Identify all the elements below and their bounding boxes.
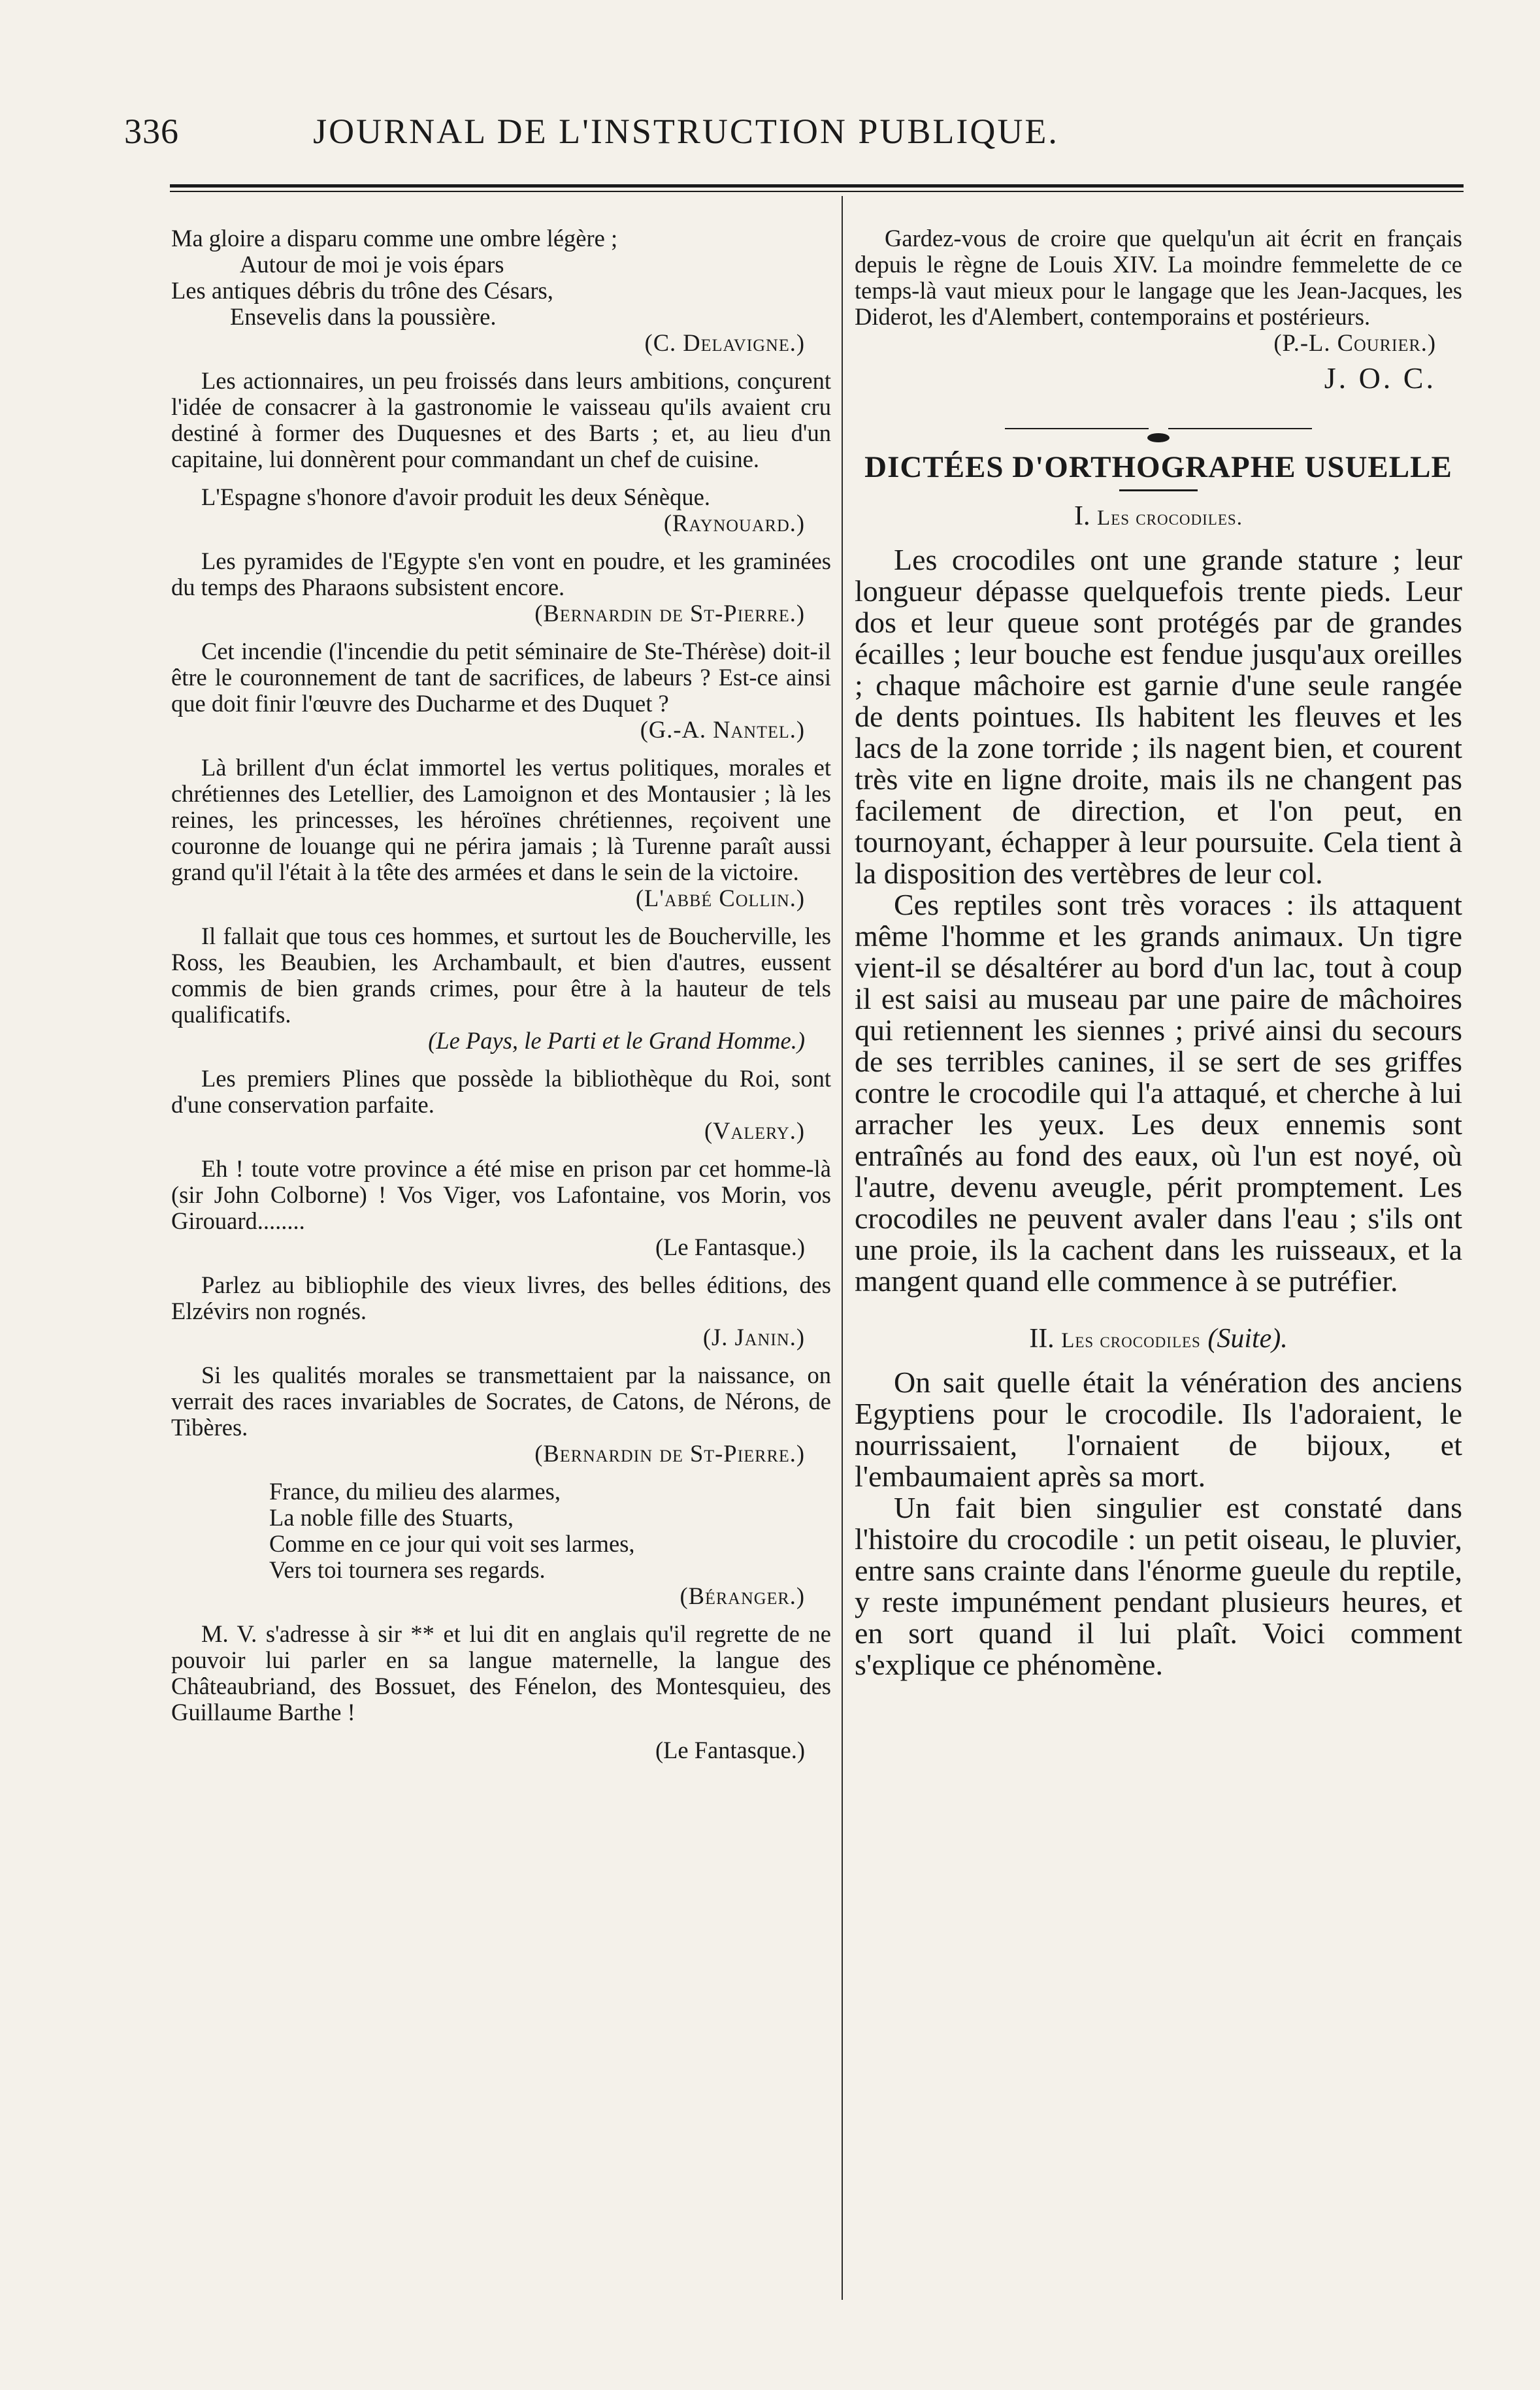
dictation-text (855, 1367, 1462, 1680)
ornament-divider (855, 421, 1462, 434)
attribution: (C. Delavigne.) (644, 329, 805, 356)
quote-paragraph: L'Espagne s'honore d'avoir produit les deux Sénèque. (201, 483, 710, 510)
subsection-number: II. (1029, 1324, 1055, 1354)
attribution: (G.-A. Nantel.) (640, 716, 805, 743)
section-title: DICTÉES D'ORTHOGRAPHE USUELLE (864, 450, 1452, 484)
right-column (855, 225, 1462, 1680)
dictation-paragraph: Ces reptiles sont très voraces : ils attaquent même l'homme et les grands animaux. Un tigre vient-il se désaltérer au bord d'un lac, tout à coup il est saisi au museau par une paire de mâchoires qui retiennent les siennes ; privé ainsi du secours de ses terribles canines, il se sert de ses griffes contre le crocodile qui l'a attaqué, et cherche à lui arracher les yeux. Les deux ennemis sont entraînés au fond des eaux, où l'un est noyé, où l'autre, devenu aveugle, périt promptement. Les crocodiles ne peuvent avaler dans l'eau ; s'ils ont une proie, ils la cachent dans les ruisseaux, et la mangent quand elle commence à se putréfier. (855, 888, 1462, 1298)
poem-line: Ma gloire a disparu comme une ombre légère ; (171, 225, 618, 252)
page-header (124, 111, 1248, 157)
quote-paragraph: Cet incendie (l'incendie du petit séminaire de Ste-Thérèse) doit-il être le couronnement de tant de sacrifices, de labeurs ? Est-ce ainsi que doit finir l'œuvre des Ducharme et des Duquet ? (171, 638, 831, 717)
quote-paragraph: Les pyramides de l'Egypte s'en vont en poudre, et les graminées du temps des Pharaons subsistent encore. (171, 548, 831, 600)
quote-paragraph: Eh ! toute votre province a été mise en prison par cet homme-là (sir John Colborne) ! Vos Viger, vos Lafontaine, vos Morin, vos Girouard........ (171, 1155, 831, 1234)
subsection-title-1 (855, 503, 1462, 531)
poem-line: Vers toi tournera ses regards. (269, 1556, 546, 1583)
subsection-suffix: (Suite). (1207, 1324, 1288, 1354)
attribution: (Bernardin de St-Pierre.) (534, 1440, 805, 1467)
dictation-paragraph: Les crocodiles ont une grande stature ; leur longueur dépasse quelquefois trente pieds. Leur dos et leur queue sont protégés par de grandes écailles ; leur bouche est fendue jusqu'aux oreilles ; chaque mâchoire est garnie d'une seule rangée de dents pointues. Ils habitent les fleuves et les lacs de la zone torride ; ils nagent bien, et courent très vite en ligne droite, mais ils ne changent pas facilement de direction, et l'on peut, en tournoyant, échapper à leur poursuite. Cela tient à la disposition des vertèbres de leur col. (855, 543, 1462, 890)
page-number: 336 (124, 112, 179, 151)
quote-paragraph: M. V. s'adresse à sir ** et lui dit en anglais qu'il regrette de ne pouvoir lui parler en sa langue maternelle, la langue des Châteaubriand, des Bossuet, des Fénelon, des Montesquieu, des Guillaume Barthe ! (171, 1620, 831, 1726)
poem-line: La noble fille des Stuarts, (269, 1504, 514, 1531)
editor-signature: J. O. C. (1324, 361, 1436, 395)
attribution: (P.-L. Courier.) (1273, 329, 1436, 356)
column-divider (842, 196, 843, 2300)
quote-paragraph: Parlez au bibliophile des vieux livres, des belles éditions, des Elzévirs non rognés. (171, 1271, 831, 1324)
subsection-label: Les crocodiles. (1097, 506, 1243, 530)
attribution: (Béranger.) (680, 1582, 805, 1609)
attribution: (Le Fantasque.) (655, 1737, 805, 1763)
quote-paragraph: Là brillent d'un éclat immortel les vertus politiques, morales et chrétiennes des Letellier, des Lamoignon et des Montausier ; là les reines, les princesses, les héroïnes chrétiennes, reçoivent une couronne de louange qui ne périra jamais ; là Turenne paraît aussi grand qu'il l'était à la tête des armées et dans le sein de la victoire. (171, 754, 831, 885)
dictation-text (855, 544, 1462, 1297)
attribution: (Le Fantasque.) (655, 1234, 805, 1260)
poem-line: Autour de moi je vois épars (240, 251, 504, 278)
journal-title: JOURNAL DE L'INSTRUCTION PUBLIQUE. (313, 112, 1059, 151)
subsection-title-2 (855, 1326, 1462, 1354)
attribution: (Raynouard.) (663, 510, 805, 536)
poem-line: Comme en ce jour qui voit ses larmes, (269, 1530, 635, 1557)
attribution: (Bernardin de St-Pierre.) (534, 600, 805, 627)
dictation-paragraph: On sait quelle était la vénération des anciens Egyptiens pour le crocodile. Ils l'adoraient, le nourrissaient, l'ornaient de bijoux, et l'embaumaient après sa mort. (855, 1366, 1462, 1493)
poem-line: France, du milieu des alarmes, (269, 1478, 561, 1505)
poem-line: Les antiques débris du trône des Césars, (171, 277, 553, 304)
quote-paragraph: Les premiers Plines que possède la bibliothèque du Roi, sont d'une conservation parfaite. (171, 1065, 831, 1118)
subsection-number: I. (1074, 501, 1090, 531)
header-rule-thin (170, 191, 1464, 192)
ornament-icon (1147, 433, 1170, 442)
poem-line: Ensevelis dans la poussière. (230, 303, 497, 330)
quote-paragraph: Les actionnaires, un peu froissés dans leurs ambitions, conçurent l'idée de consacrer à la gastronomie le vaisseau qu'ils avaient cru destiné à former des Duquesnes et des Barts ; et, au lieu d'un capitaine, lui donnèrent pour commandant un chef de cuisine. (171, 367, 831, 472)
attribution: (L'abbé Collin.) (635, 885, 805, 911)
quote-paragraph: Gardez-vous de croire que quelqu'un ait écrit en français depuis le règne de Louis XIV. La moindre femmelette de ce temps-là vaut mieux pour le langage que les Jean-Jacques, les Diderot, les d'Alembert, contemporains et postérieurs. (855, 225, 1462, 330)
left-column (171, 225, 831, 1763)
dictation-paragraph: Un fait bien singulier est constaté dans l'histoire du crocodile : un petit oiseau, le pluvier, entre sans crainte dans l'énorme gueule du reptile, y reste impunément pendant plusieurs heures, et en sort quand il lui plaît. Voici comment s'explique ce phénomène. (855, 1491, 1462, 1681)
header-rule (170, 184, 1464, 188)
subsection-label: Les crocodiles (1061, 1329, 1201, 1352)
quote-paragraph: Il fallait que tous ces hommes, et surtout les de Boucherville, les Ross, les Beaubien, les Archambault, et bien d'autres, eussent commis de bien grands crimes, pour être à la hauteur de tels qualificatifs. (171, 923, 831, 1028)
quote-paragraph: Si les qualités morales se transmettaient par la naissance, on verrait des races invariables de Socrates, de Catons, de Nérons, de Tibères. (171, 1362, 831, 1441)
attribution: (Le Pays, le Parti et le Grand Homme.) (428, 1027, 805, 1054)
attribution: (Valery.) (704, 1117, 805, 1144)
title-rule (1119, 489, 1198, 491)
attribution: (J. Janin.) (702, 1324, 805, 1351)
